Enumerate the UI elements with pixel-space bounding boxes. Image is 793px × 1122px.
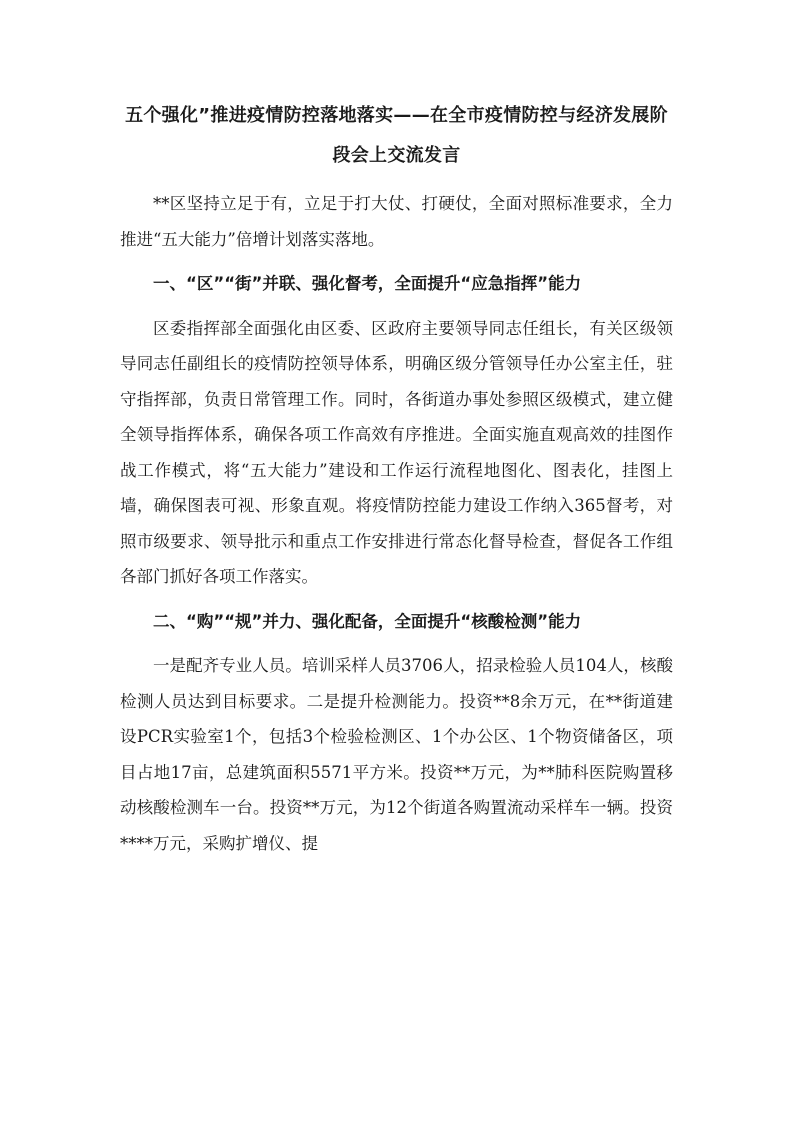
section-1-heading: 一、“区”“街”并联、强化督考，全面提升“应急指挥”能力 (153, 274, 582, 293)
intro-paragraph: **区坚持立足于有，立足于打大仗、打硬仗，全面对照标准要求，全力推进“五大能力”倍增计划落实落地。 (120, 194, 673, 249)
document-title: 五个强化”推进疫情防控落地落实——在全市疫情防控与经济发展阶段会上交流发言 (125, 105, 668, 166)
section-2-body: 一是配齐专业人员。培训采样人员3706人，招录检验人员104人，核酸检测人员达到目标要求。二是提升检测能力。投资**8余万元，在**街道建设PCR实验室1个，包括3个检验检测区、1个办公区、1个物资储备区，项目占地17亩，总建筑面积5571平方米。投资**万元，为**肺科医院购置移动核酸检测车一台。投资**万元，为12个街道各购置流动采样车一辆。投资****万元，采购扩增仪、提 (120, 656, 673, 853)
section-2-heading: 二、“购”“规”并力、强化配备，全面提升“核酸检测”能力 (153, 611, 582, 631)
section-1-body: 区委指挥部全面强化由区委、区政府主要领导同志任组长，有关区级领导同志任副组长的疫情防控领导体系，明确区级分管领导任办公室主任，驻守指挥部，负责日常管理工作。同时，各街道办事处参照区级模式，建立健全领导指挥体系，确保各项工作高效有序推进。全面实施直观高效的挂图作战工作模式，将“五大能力”建设和工作运行流程地图化、图表化，挂图上墙，确保图表可视、形象直观。将疫情防控能力建设工作纳入365督考，对照市级要求、领导批示和重点工作安排进行常态化督导检查，督促各工作组各部门抓好各项工作落实。 (120, 318, 673, 586)
